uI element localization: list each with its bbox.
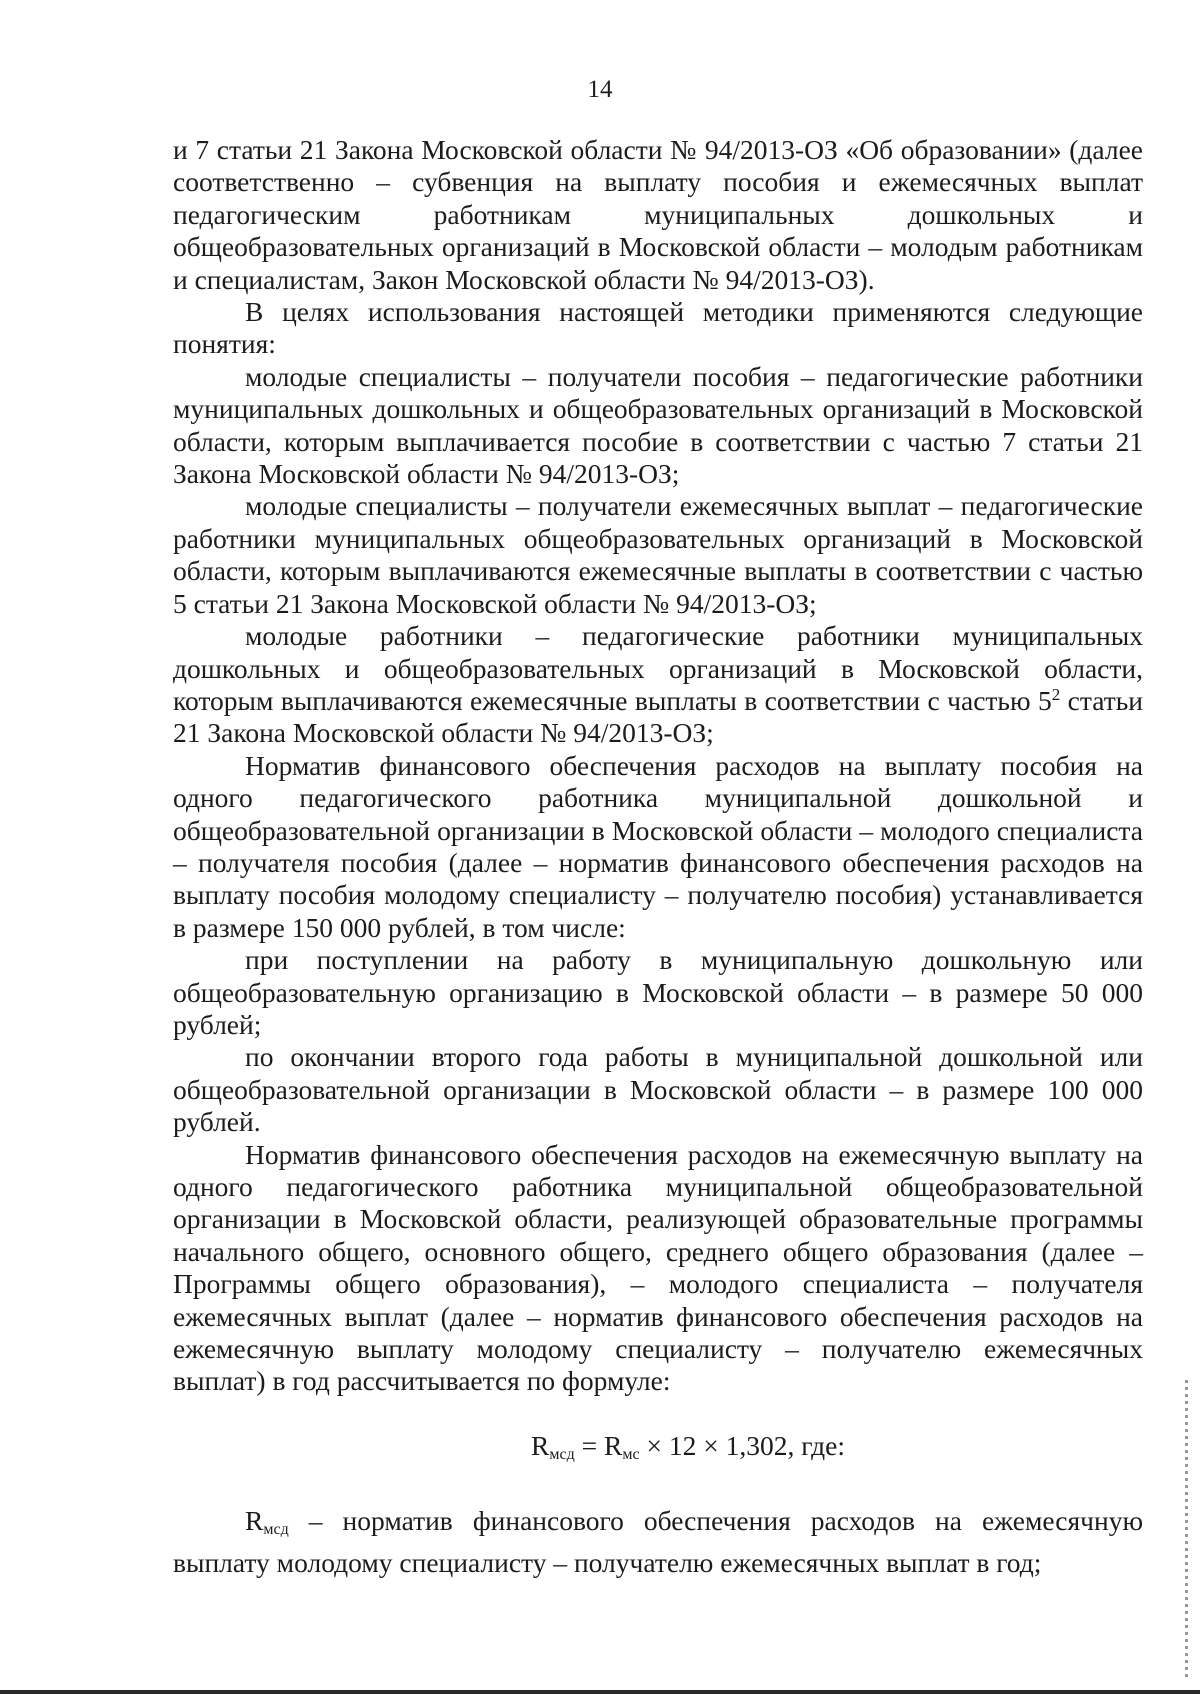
paragraph-definition-benefit-recipients: молодые специалисты – получатели пособия – педагогические работники муниципальных дошкольных и общеобразовательных организаций в Московской области, которым выплачивается пособие в соответствии с частью 7 статьи 21 Закона Московской области № 94/2013-ОЗ; <box>173 360 1143 490</box>
young-workers-text-a: молодые работники – педагогические работники муниципальных дошкольных и общеобразовательных организаций в Московской области, которым выплачиваются ежемесячные выплаты в соответствии с частью 5 <box>173 620 1143 716</box>
formula-lhs-subscript: мсд <box>549 1445 575 1463</box>
paragraph-monthly-standard: Норматив финансового обеспечения расходов на ежемесячную выплату на одного педагогического работника муниципальной общеобразовательной организации в Московской области, реализующей образовательные программы начального общего, основного общего, среднего общего образования (далее – Программы общего образования), – молодого специалиста – получателя ежемесячных выплат (далее – норматив финансового обеспечения расходов на ежемесячную выплату молодому специалисту – получателю ежемесячных выплат) в год рассчитывается по формуле: <box>173 1138 1143 1397</box>
formula-rhs-rest: × 12 × 1,302, где: <box>639 1429 845 1461</box>
paragraph-definitions-intro: В целях использования настоящей методики применяются следующие понятия: <box>173 296 1143 360</box>
paragraph-benefit-standard: Норматив финансового обеспечения расходов на выплату пособия на одного педагогического работника муниципальной дошкольной и общеобразовательной организации в Московской области – молодого специалиста – получателя пособия (далее – норматив финансового обеспечения расходов на выплату пособия молодому специалисту – получателю пособия) устанавливается в размере 150 000 рублей, в том числе: <box>173 749 1143 943</box>
definition-subscript: мсд <box>263 1521 289 1539</box>
young-workers-text-b: статьи 21 Закона Московской области № 94/2013-ОЗ; <box>173 684 1143 749</box>
paragraph-benefit-after-second-year: по окончании второго года работы в муниципальной дошкольной или общеобразовательной организации в Московской области – в размере 100 000 рублей. <box>173 1041 1143 1138</box>
definition-text: – норматив финансового обеспечения расходов на ежемесячную выплату молодому специалисту – получателю ежемесячных выплат в год; <box>173 1505 1143 1578</box>
formula-rhs-symbol: R <box>604 1429 623 1461</box>
formula-rhs-subscript: мс <box>622 1445 640 1463</box>
paragraph-law-reference: и 7 статьи 21 Закона Московской области № 94/2013-ОЗ «Об образовании» (далее соответственно – субвенция на выплату пособия и ежемесячных выплат педагогическим работникам муниципальных дошкольных и общеобразовательных организаций в Московской области – молодым работникам и специалистам, Закон Московской области № 94/2013-ОЗ). <box>173 134 1143 295</box>
scan-bottom-edge <box>0 1690 1200 1694</box>
definition-symbol: R <box>245 1505 264 1537</box>
paragraph-benefit-on-hiring: при поступлении на работу в муниципальную дошкольную или общеобразовательную организацию в Московской области – в размере 50 000 рублей; <box>173 944 1143 1040</box>
formula-equals: = <box>574 1429 604 1461</box>
page-number: 14 <box>587 76 613 103</box>
paragraph-definition-monthly-recipients: молодые специалисты – получатели ежемесячных выплат – педагогические работники муниципальных общеобразовательных организаций в Московской области, которым выплачиваются ежемесячные выплаты в соответствии с частью 5 статьи 21 Закона Московской области № 94/2013-ОЗ; <box>173 490 1143 619</box>
formula <box>173 1430 1143 1471</box>
document-body <box>173 134 1143 1579</box>
formula-lhs-symbol: R <box>531 1429 550 1461</box>
scan-edge-artifact <box>1185 1380 1188 1680</box>
paragraph-formula-variable-definition <box>173 1505 1143 1579</box>
paragraph-definition-young-workers <box>173 620 1143 750</box>
superscript-part-number: 2 <box>1051 684 1061 704</box>
